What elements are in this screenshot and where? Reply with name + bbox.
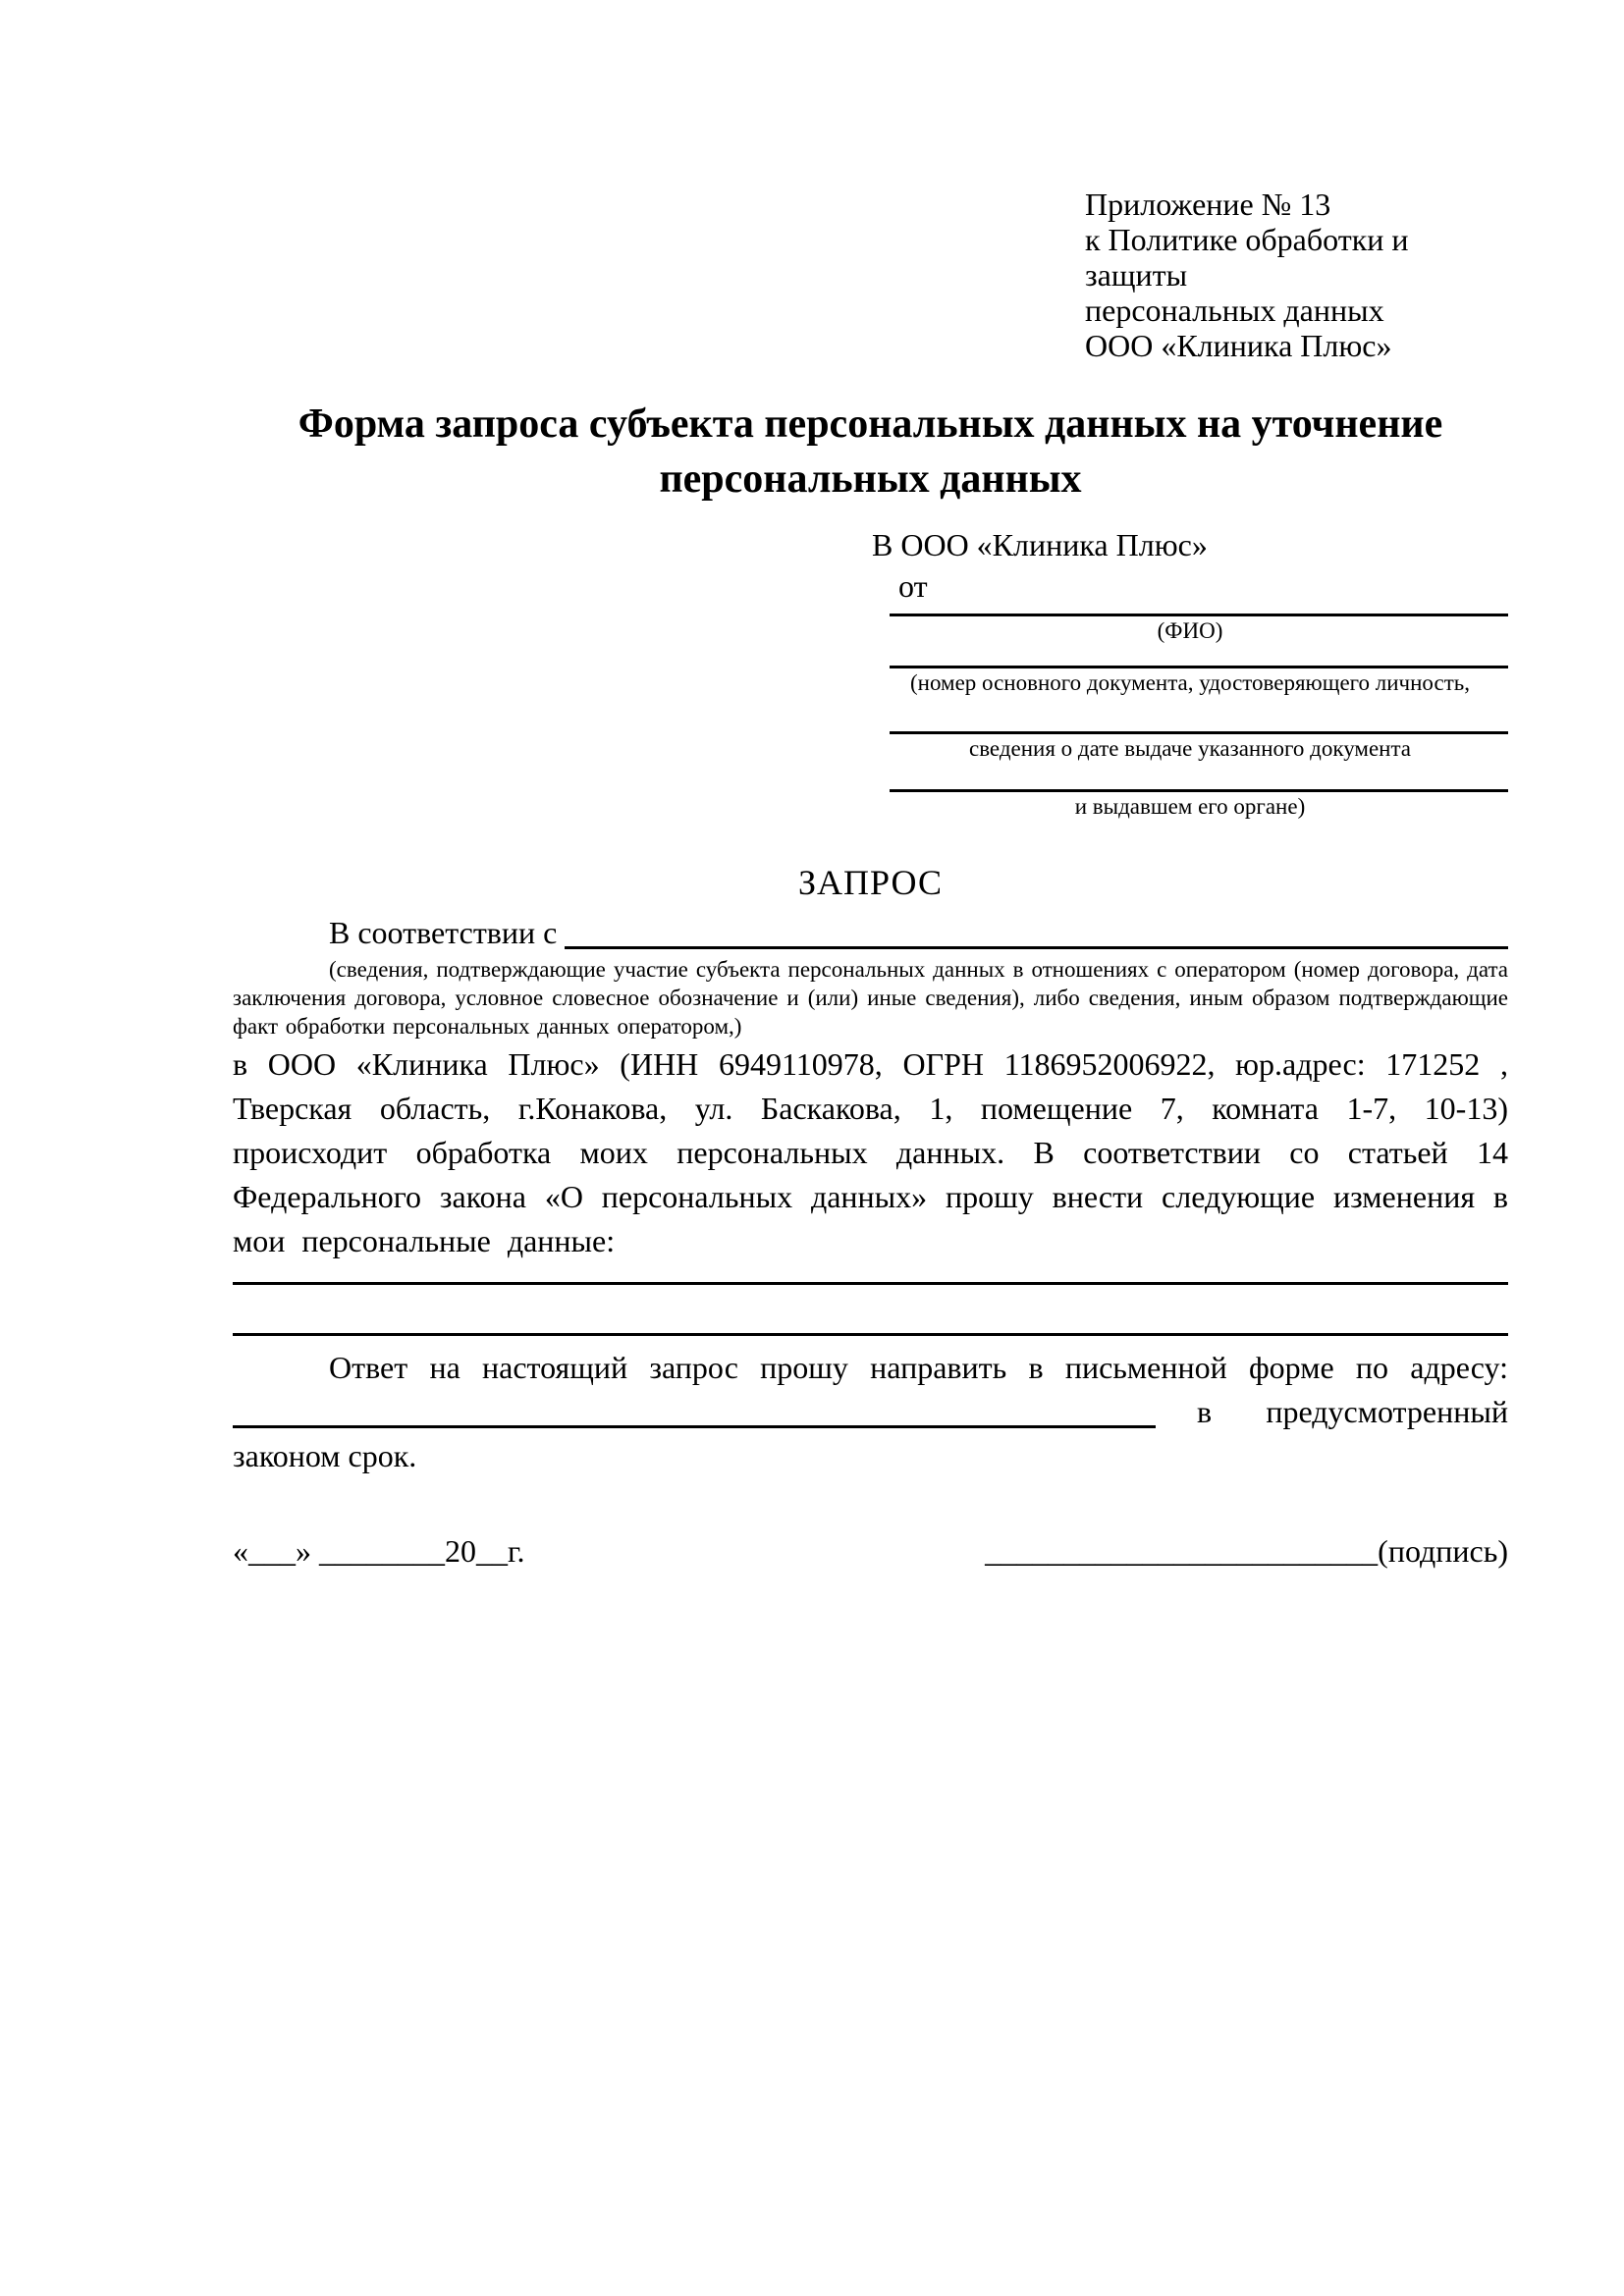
- changes-blank-line-1: [233, 1263, 1508, 1285]
- appendix-note: [1085, 187, 1508, 363]
- appendix-note-line: к Политике обработки и защиты: [1085, 222, 1409, 293]
- issuing-authority-blank-line: [890, 763, 1508, 792]
- appendix-note-line: ООО «Клиника Плюс»: [1085, 328, 1392, 363]
- issue-date-blank-line: [890, 697, 1508, 734]
- footnote: (сведения, подтверждающие участие субъекта персональных данных в отношениях с оператором (номер договора, дата заключения договора, условное словесное обозначение и (или) иные сведения), либо сведения, иным образом подтверждающие факт обработки персональных данных оператором,): [233, 957, 1508, 1039]
- address-blank-line: [233, 1390, 1156, 1428]
- intro-blank-line: [565, 911, 1508, 949]
- signature-caption: (подпись): [1378, 1533, 1508, 1569]
- addressee-block: [872, 526, 1508, 821]
- issue-date-caption: сведения о дате выдаче указанного документа: [968, 736, 1412, 761]
- addressee-to-line: В ООО «Клиника Плюс»: [872, 527, 1208, 562]
- issuing-authority-caption: и выдавшем его органе): [1074, 794, 1306, 819]
- fio-blank-line: [890, 605, 1508, 616]
- page-title: Форма запроса субъекта персональных данных на уточнение персональных данных: [298, 401, 1443, 502]
- date-line: «___» ________20__г.: [233, 1533, 525, 1569]
- reply-closing-text: законом срок.: [233, 1438, 417, 1473]
- signing-row: [233, 1529, 1508, 1574]
- body-paragraph: в ООО «Клиника Плюс» (ИНН 6949110978, ОГРН 1186952006922, юр.адрес: 171252 , Тверская область, г.Конакова, ул. Баскакова, 1, помещение 7, комната 1-7, 10-13) происходит обработка моих персональных данных. В соответствии со статьей 14 Федерального закона «О персональных данных» прошу внести следующие изменения в мои персональные данные:: [233, 1046, 1508, 1258]
- appendix-note-line: персональных данных: [1085, 293, 1384, 328]
- fio-caption: (ФИО): [1157, 618, 1223, 643]
- reply-address-row: [233, 1390, 1508, 1434]
- intro-label: В соответствии с: [329, 915, 558, 950]
- signature-group: [985, 1529, 1508, 1574]
- reply-tail-text: в предусмотренный: [1197, 1394, 1508, 1429]
- appendix-note-line: Приложение № 13: [1085, 187, 1331, 222]
- addressee-from-label: от: [898, 568, 928, 604]
- reply-address-text: Ответ на настоящий запрос прошу направить в письменной форме по адресу:: [329, 1350, 1508, 1385]
- changes-blank-line-2: [233, 1285, 1508, 1336]
- intro-row: [233, 911, 1508, 955]
- request-heading: ЗАПРОС: [798, 863, 943, 902]
- document-number-caption: (номер основного документа, удостоверяющего личность,: [909, 670, 1470, 695]
- document-number-blank-line: [890, 645, 1508, 668]
- signature-blank-line: _________________________: [985, 1533, 1379, 1569]
